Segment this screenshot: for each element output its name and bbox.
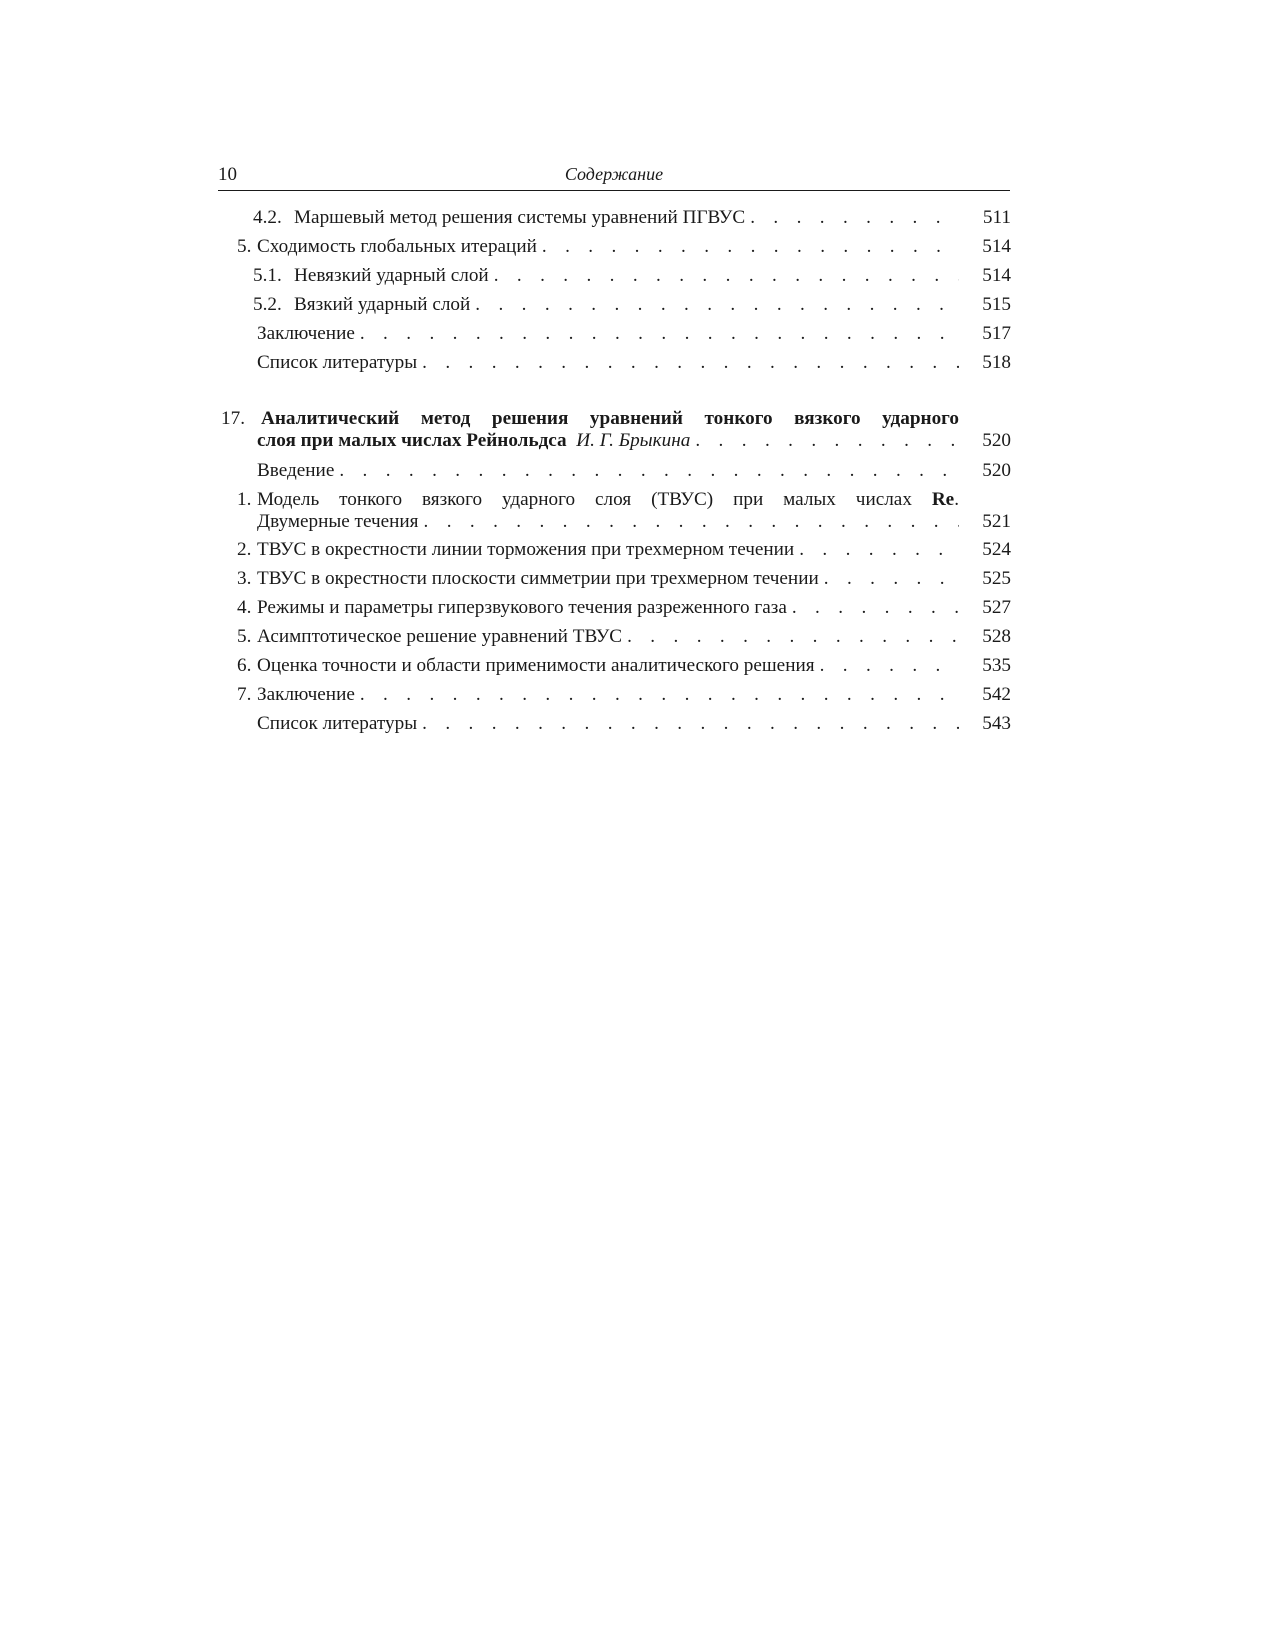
toc-entry-title: Режимы и параметры гиперзвукового течения разреженного газа bbox=[257, 597, 787, 618]
toc-entry-title: Заключение bbox=[257, 684, 355, 705]
toc-entry-number: 5.1. bbox=[253, 265, 282, 286]
toc-entry-number: 2. bbox=[237, 539, 252, 560]
toc-entry-title: Невязкий ударный слой bbox=[294, 265, 489, 286]
leader-dots bbox=[794, 539, 959, 561]
toc-entry-title: Введение bbox=[257, 460, 335, 481]
toc-entry[interactable] bbox=[218, 265, 1011, 294]
toc-entry-number: 5. bbox=[237, 236, 252, 257]
toc-entry-page: 535 bbox=[982, 655, 1011, 676]
toc-entry[interactable] bbox=[218, 684, 1011, 713]
toc-entry-page: 528 bbox=[982, 626, 1011, 647]
page-number: 10 bbox=[218, 164, 237, 185]
page-header bbox=[218, 162, 1010, 191]
leader-dots bbox=[815, 655, 959, 677]
leader-dots bbox=[470, 294, 959, 316]
toc-entry[interactable] bbox=[218, 713, 1011, 742]
toc-entry-title: Сходимость глобальных итераций bbox=[257, 236, 537, 257]
toc-entry-title: Оценка точности и области применимости аналитического решения bbox=[257, 655, 815, 676]
chapter-title-line-2: слоя при малых числах Рейнольдса bbox=[257, 430, 567, 451]
leader-dots bbox=[690, 430, 959, 452]
toc-entry[interactable] bbox=[218, 352, 1011, 381]
leader-dots bbox=[355, 684, 959, 706]
toc-entry-title-end: . bbox=[954, 489, 959, 510]
toc-entry-page: 542 bbox=[982, 684, 1011, 705]
leader-dots bbox=[537, 236, 959, 258]
toc-entry-page: 514 bbox=[982, 236, 1011, 257]
toc-entry[interactable] bbox=[218, 539, 1011, 568]
toc-entry-title: ТВУС в окрестности плоскости симметрии при трехмерном течении bbox=[257, 568, 819, 589]
toc-entry-title: Маршевый метод решения системы уравнений ПГВУС bbox=[294, 207, 746, 228]
toc-entry[interactable] bbox=[218, 207, 1011, 236]
toc-entry[interactable] bbox=[218, 568, 1011, 597]
toc-entry[interactable] bbox=[218, 597, 1011, 626]
leader-dots bbox=[419, 511, 959, 533]
toc-entry-page: 527 bbox=[982, 597, 1011, 618]
toc-entry-page: 521 bbox=[982, 511, 1011, 532]
toc-entry-title: Список литературы bbox=[257, 713, 418, 734]
toc-entry-page: 520 bbox=[982, 460, 1011, 481]
running-title: Содержание bbox=[564, 164, 664, 184]
leader-dots bbox=[417, 352, 959, 374]
toc-entry-title: Заключение bbox=[257, 323, 355, 344]
chapter-author: И. Г. Брыкина bbox=[576, 430, 691, 451]
toc-entry-title-line-1: Модель тонкого вязкого ударного слоя (ТВУС) при малых числах bbox=[257, 489, 912, 510]
leader-dots bbox=[334, 460, 959, 482]
toc-entry-title: ТВУС в окрестности линии торможения при трехмерном течении bbox=[257, 539, 795, 560]
leader-dots bbox=[417, 713, 959, 735]
leader-dots bbox=[622, 626, 959, 648]
toc-entry-page: 524 bbox=[982, 539, 1011, 560]
toc-entry-page: 525 bbox=[982, 568, 1011, 589]
toc-entry-number: 6. bbox=[237, 655, 252, 676]
toc-entry-page: 511 bbox=[982, 207, 1011, 228]
toc-chapter-entry[interactable] bbox=[218, 408, 1011, 460]
toc-entry[interactable] bbox=[218, 323, 1011, 352]
chapter-page: 520 bbox=[982, 430, 1011, 451]
toc-entry-title: Асимптотическое решение уравнений ТВУС bbox=[257, 626, 623, 647]
toc-entry[interactable] bbox=[218, 236, 1011, 265]
leader-dots bbox=[745, 207, 959, 229]
toc-entry-number: 5.2. bbox=[253, 294, 282, 315]
toc-entry-title: Вязкий ударный слой bbox=[294, 294, 471, 315]
toc-entry[interactable] bbox=[218, 460, 1011, 489]
toc-entry-title: Список литературы bbox=[257, 352, 418, 373]
chapter-title-line-1: Аналитический метод решения уравнений тонкого вязкого ударного bbox=[261, 408, 959, 429]
chapter-number: 17. bbox=[221, 408, 245, 429]
leader-dots bbox=[489, 265, 959, 287]
toc-entry-number: 3. bbox=[237, 568, 252, 589]
toc-entry-title-line-2: Двумерные течения bbox=[257, 511, 419, 532]
toc-entry[interactable] bbox=[218, 655, 1011, 684]
toc-entry-page: 514 bbox=[982, 265, 1011, 286]
toc-entry[interactable] bbox=[218, 294, 1011, 323]
toc-entry-page: 517 bbox=[982, 323, 1011, 344]
toc-entry[interactable] bbox=[218, 626, 1011, 655]
leader-dots bbox=[819, 568, 959, 590]
leader-dots bbox=[355, 323, 959, 345]
toc-entry-page: 515 bbox=[982, 294, 1011, 315]
leader-dots bbox=[787, 597, 959, 619]
toc-entry-number: 5. bbox=[237, 626, 252, 647]
table-of-contents bbox=[218, 207, 1011, 742]
reynolds-symbol: Re bbox=[931, 489, 955, 510]
toc-entry-number: 1. bbox=[237, 489, 252, 510]
toc-entry[interactable] bbox=[218, 489, 1011, 539]
toc-entry-page: 543 bbox=[982, 713, 1011, 734]
toc-entry-number: 4. bbox=[237, 597, 252, 618]
toc-entry-number: 4.2. bbox=[253, 207, 282, 228]
toc-entry-number: 7. bbox=[237, 684, 252, 705]
toc-entry-page: 518 bbox=[982, 352, 1011, 373]
